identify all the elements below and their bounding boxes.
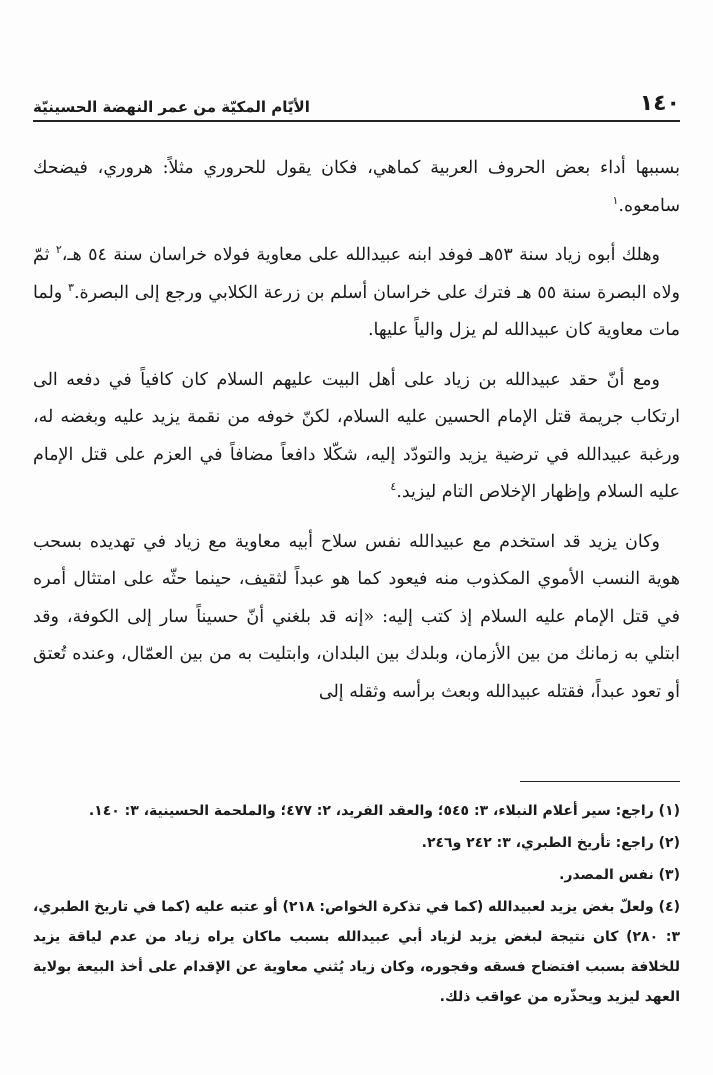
paragraph-2-text-a: وهلك أبوه زياد سنة ٥٣هـ فوفد ابنه عبيدالله على معاوية فولاه خراسان سنة ٥٤ هـ، [61,245,660,265]
page-number: ١٤٠ [639,91,680,116]
paragraph-3 [33,362,680,512]
paragraph-2-text-c: ولما مات معاوية كان عبيدالله لم يزل والياً عليها. [33,282,680,340]
footnote-1: (١) راجع: سير أعلام النبلاء، ٣: ٥٤٥؛ والعقد الفريد، ٢: ٤٧٧؛ والملحمة الحسينية، ٣: ١٤٠. [88,803,680,819]
footnotes [33,796,680,1014]
page-header [33,86,680,122]
paragraph-1-text: بسببها أداء بعض الحروف العربية كماهي، فكان يقول للحروري مثلاً: هروري، فيضحك سامعوه. [33,158,680,216]
paragraph-4 [33,524,680,712]
paragraph-4-text: وكان يزيد قد استخدم مع عبيدالله نفس سلاح أبيه معاوية مع زياد في تهديده بسحب هوية النسب الأموي المكذوب منه فيعود كما هو عبداً لثقيف، حينما حثّه على امتثال أمره في قتل الإمام عليه السلام إذ كتب إليه: «إنه قد بلغني أنّ حسيناً سار إلى الكوفة، وقد ابتلي به زمانك من بين الأزمان، وبلدك بين البلدان، وابتليت به من بين العمّال، وعنده تُعتق أو تعود عبداً، فقتله عبيدالله وبعث برأسه وثقله إلى [33,531,680,702]
running-title: الأيّام المكيّة من عمر النهضة الحسينيّة [33,98,310,116]
footnote-ref-1: ١ [612,193,619,207]
paragraph-2 [33,237,680,350]
footnote-divider [520,781,680,782]
main-text [33,150,680,723]
footnote-ref-3: ٣ [68,280,74,294]
footnote-3: (٣) نفس المصدر. [559,867,680,883]
footnote-4: (٤) ولعلّ بغض يزيد لعبيدالله (كما في تذكرة الخواص: ٢١٨) أو عتبه عليه (كما في تاريخ الطبري، ٣: ٢٨٠) كان نتيجة لبغض يزيد لزياد أبي عبيدالله بسبب ماكان يراه زياد من عدم لياقة يزيد للخلافة بسبب افتضاح فسقه وفجوره، وكان زياد يُثني معاوية عن الإقدام على أخذ البيعة بولاية العهد ليزيد ويحذّره من عواقب ذلك. [33,899,680,1005]
footnote-ref-2: ٢ [55,243,62,257]
footnote-2: (٢) راجع: تأريخ الطبري، ٣: ٢٤٢ و٢٤٦. [421,835,680,851]
paragraph-3-text: ومع أنّ حقد عبيدالله بن زياد على أهل البيت عليهم السلام كان كافياً في دفعه الى ارتكاب جريمة قتل الإمام الحسين عليه السلام، لكنّ خوفه من نقمة يزيد عليه وبغضه له، ورغبة عبيدالله في ترضية يزيد والتودّد إليه، شكّلا دافعاً مضافاً في العزم على قتل الإمام عليه السلام وإظهار الإخلاص التام ليزيد. [33,369,680,502]
footnote-ref-4: ٤ [390,480,397,494]
paragraph-1 [33,150,680,225]
paragraph-2-text-b: ثمّ ولاه البصرة سنة ٥٥ هـ فترك على خراسان أسلم بن زرعة الكلابي ورجع إلى البصرة. [33,245,680,303]
